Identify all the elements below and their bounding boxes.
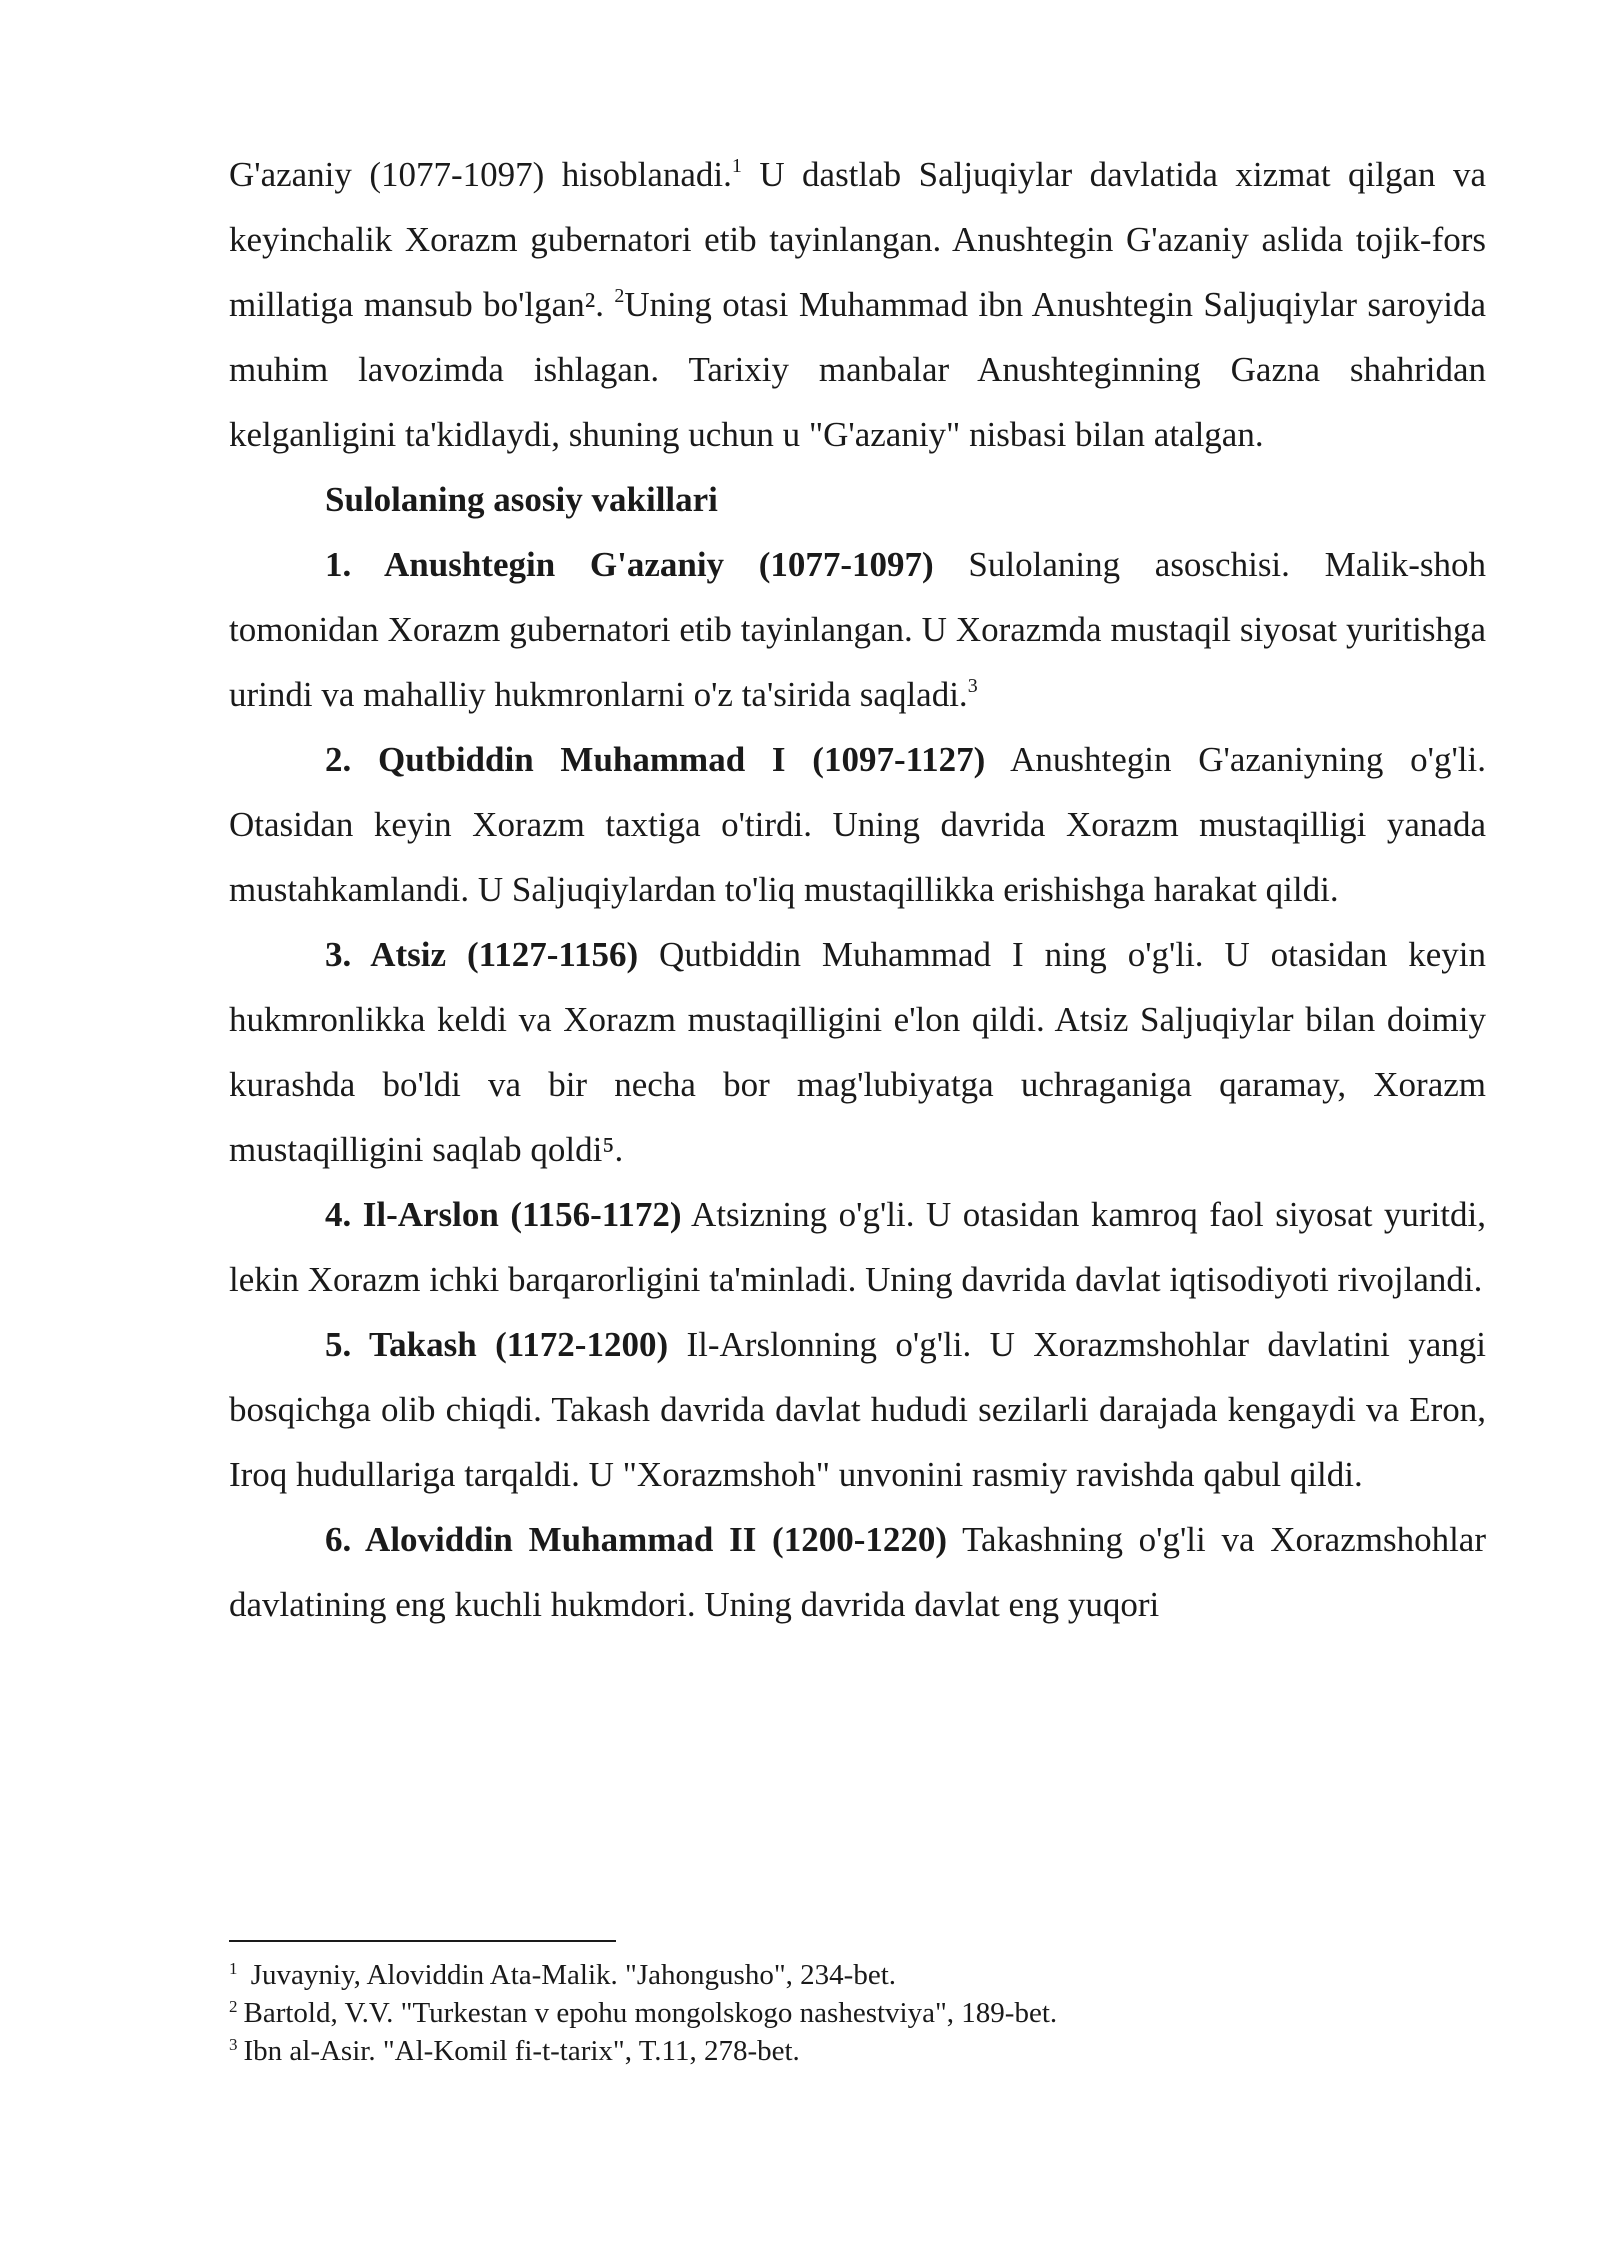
footnote-2 <box>229 1994 1486 2032</box>
footnote-1 <box>229 1956 1486 1994</box>
ruler-text-4: Atsizning o'g'li. U otasidan kamroq faol siyosat yuritdi, lekin Xorazm ichki barqarorligini ta'minladi. Uning davrida davlat iqtisodiyoti rivojlandi. <box>229 1195 1486 1299</box>
ruler-paragraph-4 <box>229 1182 1486 1312</box>
ruler-paragraph-6 <box>229 1507 1486 1637</box>
footnote-mark-1: 1 <box>229 1959 238 1978</box>
ruler-name-1: 1. Anushtegin G'azaniy (1077-1097) <box>325 545 934 584</box>
document-body <box>229 142 1486 1637</box>
ruler-name-4: 4. Il-Arslon (1156-1172) <box>325 1195 682 1234</box>
footnotes-section <box>229 1940 1486 2070</box>
ruler-paragraph-5 <box>229 1312 1486 1507</box>
footnote-mark-3: 3 <box>229 2035 238 2054</box>
ruler-paragraph-3 <box>229 922 1486 1182</box>
intro-paragraph <box>229 142 1486 467</box>
ruler-name-2: 2. Qutbiddin Muhammad I (1097-1127) <box>325 740 986 779</box>
footnote-text-1: Juvayniy, Aloviddin Ata-Malik. "Jahongusho", 234-bet. <box>243 1959 896 1991</box>
footnote-ref-3[interactable]: 3 <box>967 675 978 697</box>
ruler-text-6: Takashning o'g'li va Xorazmshohlar davlatining eng kuchli hukmdori. Uning davrida davlat eng yuqori <box>229 1520 1486 1624</box>
ruler-text-3: Qutbiddin Muhammad I ning o'g'li. U otasidan keyin hukmronlikka keldi va Xorazm mustaqilligini e'lon qildi. Atsiz Saljuqiylar bilan doimiy kurashda bo'ldi va bir necha bor mag'lubiyatga uchraganiga qaramay, Xorazm mustaqilligini saqlab qoldi⁵. <box>229 935 1487 1169</box>
section-heading: Sulolaning asosiy vakillari <box>325 480 718 519</box>
ruler-name-3: 3. Atsiz (1127-1156) <box>325 935 639 974</box>
footnote-text-2: Bartold, V.V. "Turkestan v epohu mongolskogo nashestviya", 189-bet. <box>243 1997 1058 2029</box>
footnote-ref-1[interactable]: 1 <box>731 155 742 177</box>
ruler-name-6: 6. Aloviddin Muhammad II (1200-1220) <box>325 1520 948 1559</box>
footnote-ref-2[interactable]: 2 <box>614 285 625 307</box>
ruler-text-1: Sulolaning asoschisi. Malik-shoh tomonidan Xorazm gubernatori etib tayinlangan. U Xorazmda mustaqil siyosat yuritishga urindi va mahalliy hukmronlarni o'z ta'sirida saqladi. <box>229 545 1486 714</box>
intro-text-3: Uning otasi Muhammad ibn Anushtegin Saljuqiylar saroyida muhim lavozimda ishlagan. Tarixiy manbalar Anushteginning Gazna shahridan kelganligini ta'kidlaydi, shuning uchun u "G'azaniy" nisbasi bilan atalgan. <box>229 285 1486 454</box>
ruler-text-2: Anushtegin G'azaniyning o'g'li. Otasidan keyin Xorazm taxtiga o'tirdi. Uning davrida Xorazm mustaqilligi yanada mustahkamlandi. U Saljuqiylardan to'liq mustaqillikka erishishga harakat qildi. <box>229 740 1486 909</box>
footnote-3 <box>229 2032 1486 2070</box>
ruler-paragraph-1 <box>229 532 1486 727</box>
ruler-paragraph-2 <box>229 727 1486 922</box>
footnote-mark-2: 2 <box>229 1997 238 2016</box>
intro-text-2: U dastlab Saljuqiylar davlatida xizmat qilgan va keyinchalik Xorazm gubernatori etib tayinlangan. Anushtegin G'azaniy aslida tojik-fors millatiga mansub bo'lgan². <box>229 155 1486 324</box>
ruler-name-5: 5. Takash (1172-1200) <box>325 1325 669 1364</box>
ruler-text-5: Il-Arslonning o'g'li. U Xorazmshohlar davlatini yangi bosqichga olib chiqdi. Takash davrida davlat hududi sezilarli darajada kengaydi va Eron, Iroq hudullariga tarqaldi. U "Xorazmshoh" unvonini rasmiy ravishda qabul qildi. <box>229 1325 1486 1494</box>
footnote-text-3: Ibn al-Asir. "Al-Komil fi-t-tarix", T.11, 278-bet. <box>243 2035 800 2067</box>
intro-text-1: G'azaniy (1077-1097) hisoblanadi. <box>229 155 732 194</box>
footnote-separator <box>229 1940 616 1942</box>
